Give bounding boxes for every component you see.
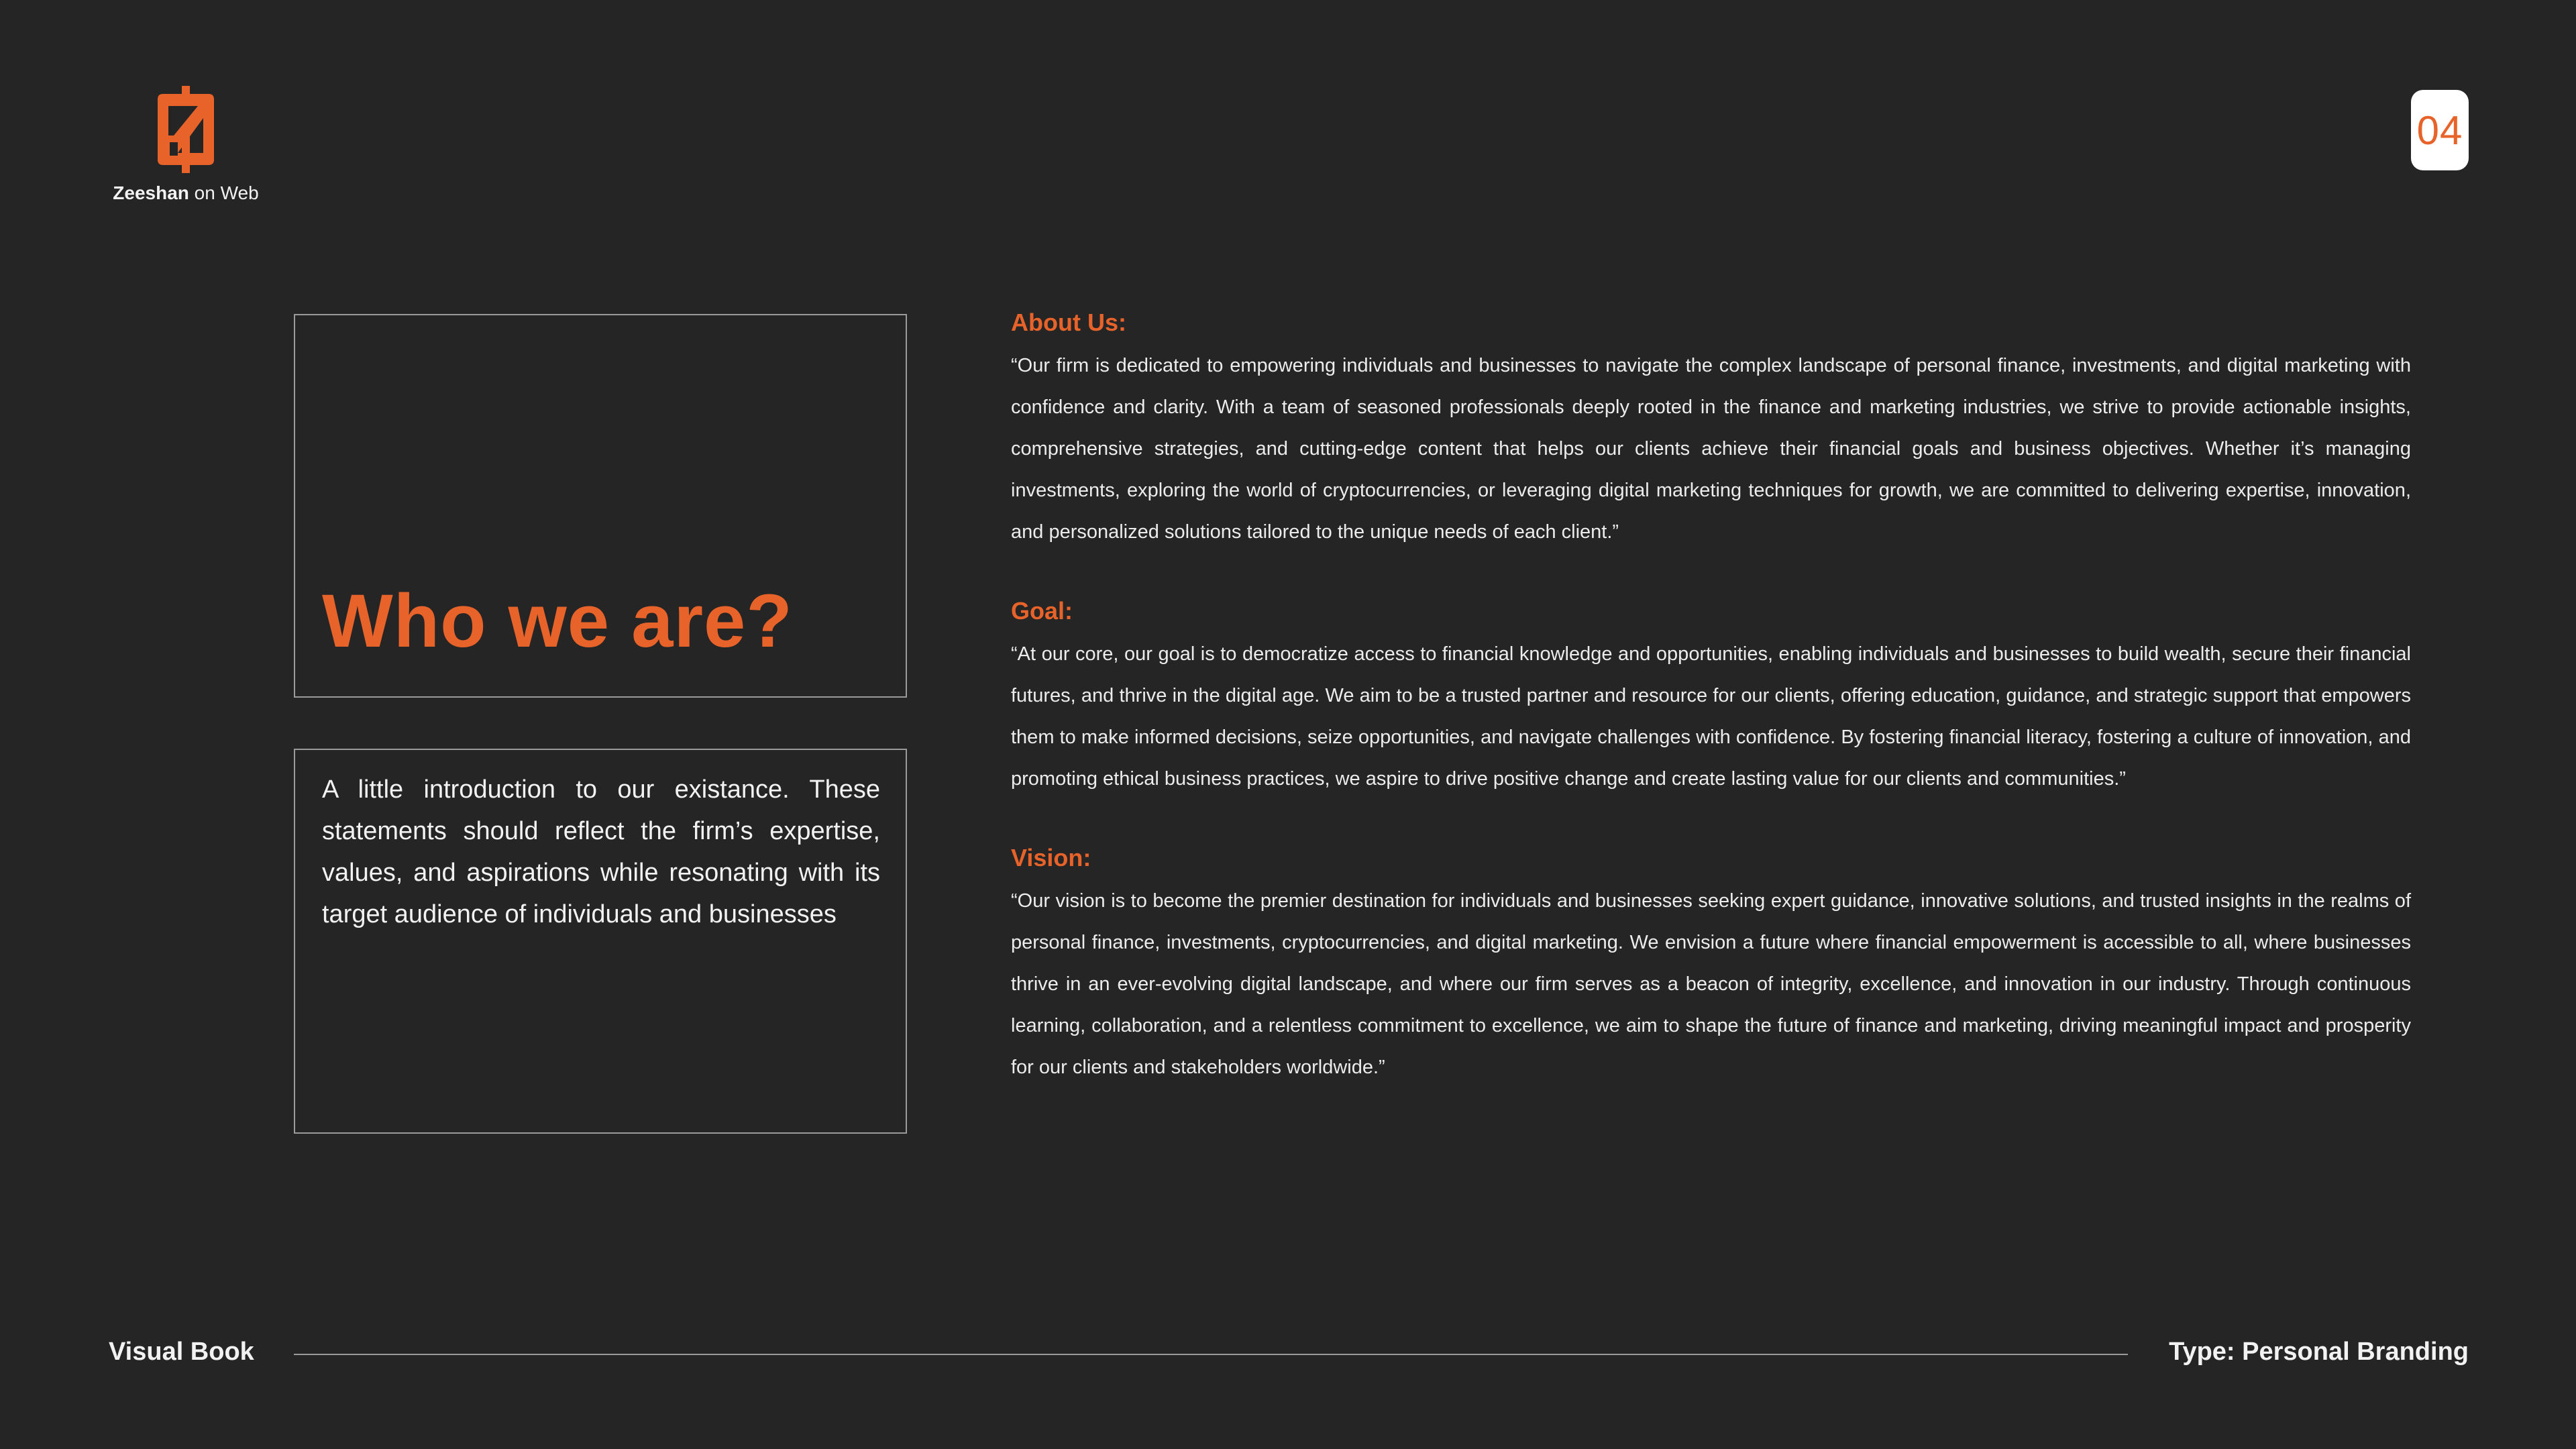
content-column bbox=[1011, 306, 2411, 1130]
page-title: Who we are? bbox=[322, 579, 793, 663]
page-number-badge: 04 bbox=[2411, 90, 2469, 170]
footer-book-label: Visual Book bbox=[109, 1338, 254, 1366]
goal-body: “At our core, our goal is to democratize access to financial knowledge and opportunities, enabling individuals and businesses to build wealth, secure their financial futures, and thrive in the digital age. We aim to be a trusted partner and resource for our clients, offering education, guidance, and strategic support that empowers them to make informed decisions, seize opportunities, and navigate challenges with confidence. By fostering financial literacy, fostering a culture of innovation, and promoting ethical business practices, we aspire to drive positive change and create lasting value for our clients and communities.” bbox=[1011, 643, 2411, 790]
zeeshan-logo-icon bbox=[154, 86, 218, 173]
vision-heading: Vision: bbox=[1011, 844, 1091, 871]
goal-section bbox=[1011, 594, 2411, 800]
brand-logo bbox=[109, 86, 263, 204]
vision-section bbox=[1011, 841, 2411, 1088]
footer-type-label: Type: Personal Branding bbox=[2169, 1338, 2469, 1366]
about-section bbox=[1011, 306, 2411, 553]
vision-body: “Our vision is to become the premier destination for individuals and businesses seeking expert guidance, innovative solutions, and trusted insights in the realms of personal finance, investments, cryptocurrencies, and digital marketing. We envision a future where financial empowerment is accessible to all, where businesses thrive in an ever-evolving digital landscape, and where our firm serves as a beacon of integrity, excellence, and innovation in our industry. Through continuous learning, collaboration, and a relentless commitment to excellence, we aim to shape the future of finance and marketing, driving meaningful impact and prosperity for our clients and stakeholders worldwide.” bbox=[1011, 890, 2411, 1078]
goal-heading: Goal: bbox=[1011, 597, 1073, 625]
about-body: “Our firm is dedicated to empowering individuals and businesses to navigate the complex landscape of personal finance, investments, and digital marketing with confidence and clarity. With a team of seasoned professionals deeply rooted in the finance and marketing industries, we strive to provide actionable insights, comprehensive strategies, and cutting-edge content that helps our clients achieve their financial goals and business objectives. Whether it’s managing investments, exploring the world of cryptocurrencies, or leveraging digital marketing techniques for growth, we are committed to delivering expertise, innovation, and personalized solutions tailored to the unique needs of each client.” bbox=[1011, 355, 2411, 543]
brand-name: Zeeshan on Web bbox=[113, 182, 259, 203]
about-heading: About Us: bbox=[1011, 309, 1126, 336]
footer-divider bbox=[294, 1354, 2128, 1355]
intro-text: A little introduction to our existance. These statements should reflect the firm’s expertise, values, and aspirations while resonating with its target audience of individuals and businesses bbox=[322, 775, 880, 928]
title-panel bbox=[294, 314, 907, 698]
intro-panel bbox=[294, 749, 907, 1134]
